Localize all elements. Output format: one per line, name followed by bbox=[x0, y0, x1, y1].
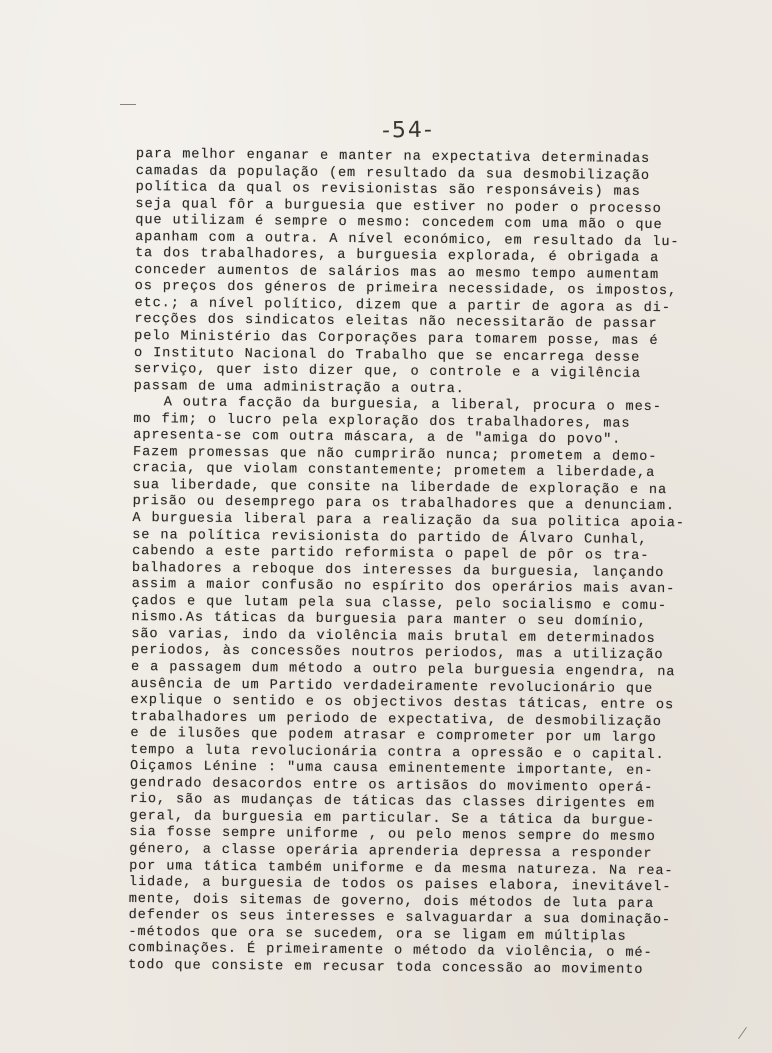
text-line-23: A burguesia liberal para a realização da sua politica apoia- bbox=[132, 511, 685, 532]
text-line-25: cabendo a este partido reformista o papel de pôr os tra- bbox=[132, 544, 650, 565]
text-line-42: sia fosse sempre uniforme , ou pelo menos sempre do mesmo bbox=[129, 825, 656, 846]
text-line-10: etc.; a nível político, dizem que a partir de agora as di- bbox=[134, 295, 671, 317]
text-line-49: combinações. É primeiramente o método da violência, o mé- bbox=[128, 941, 653, 962]
text-line-12: pelo Ministério das Corporações para tomarem posse, mas é bbox=[134, 329, 659, 350]
text-line-01: para melhor enganar e manter na expectativa determinadas bbox=[135, 147, 651, 167]
body-text bbox=[128, 147, 746, 980]
text-line-09: os preços dos géneros de primeira necessidade, os impostos, bbox=[134, 279, 678, 300]
text-line-50: todo que consiste em recusar toda concessão ao movimento bbox=[128, 957, 644, 978]
text-line-11: recções dos sindicatos eleitas não necessitarão de passar bbox=[134, 312, 658, 333]
text-line-37: tempo a luta revolucionária contra a opressão e o capital. bbox=[130, 742, 665, 763]
text-line-16: A outra facção da burguesia, a liberal, procura o mes- bbox=[133, 395, 662, 416]
text-line-45: lidade, a burguesia de todos os paises elabora, inevitável- bbox=[128, 875, 672, 896]
text-line-04: seja qual fôr a burguesia que estiver no poder o processo bbox=[135, 196, 662, 217]
text-line-03: política da qual os revisionistas são responsáveis) mas bbox=[135, 180, 641, 200]
text-line-19: Fazem promessas que não cumprirão nunca; prometem a demo- bbox=[132, 444, 658, 465]
scan-mark bbox=[120, 104, 136, 105]
text-line-43: género, a classe operária aprenderia depressa a responder bbox=[129, 841, 653, 862]
text-line-28: çados e que lutam pela sua classe, pelo socialismo e comu- bbox=[131, 593, 668, 614]
text-line-08: conceder aumentos de salários mas ao mesmo tempo aumentam bbox=[134, 262, 660, 283]
text-line-36: e de ilusões que podem atrasar e comprometer por um largo bbox=[130, 726, 657, 747]
text-line-02: camadas da população (em resultado da sua desmobilização bbox=[135, 163, 651, 184]
text-line-39: gendrado desacordos entre os artisãos do movimento operá- bbox=[129, 775, 654, 796]
text-line-14: serviço, quer isto dizer que, o controle e a vigilência bbox=[133, 362, 642, 382]
page-number: -54- bbox=[381, 117, 435, 144]
text-line-33: ausência de um Partido verdadeiramente revolucionário que bbox=[130, 676, 654, 697]
text-line-48: -métodos que ora se sucedem, ora se ligam em múltiplas bbox=[128, 924, 627, 945]
text-line-38: Oiçamos Lénine : "uma causa eminentemente importante, en- bbox=[129, 759, 654, 780]
text-line-20: cracia, que violam constantemente; prometem a liberdade,a bbox=[132, 461, 656, 482]
text-line-21: sua liberdade, que consite na liberdade de exploração e na bbox=[132, 477, 668, 499]
text-line-32: e a passagem dum método a outro pela burguesia engendra, na bbox=[130, 659, 676, 681]
text-line-05: que utilizam é sempre o mesmo: concedem com uma mão o que bbox=[135, 213, 663, 234]
text-line-26: balhadores a reboque dos interesses da burguesia, lançando bbox=[131, 560, 665, 581]
text-line-17: mo fim; o lucro pela exploração dos trabalhadores, mas bbox=[133, 411, 631, 432]
text-line-35: trabalhadores um periodo de expectativa, de desmobilização bbox=[130, 709, 662, 730]
text-line-22: prisão ou desemprego para os trabalhadores que a denunciam. bbox=[132, 494, 676, 515]
text-line-27: assim a maior confusão no espírito dos operários mais avan- bbox=[131, 577, 676, 598]
text-line-13: o Instituto Nacional do Trabalho que se encarrega desse bbox=[133, 345, 641, 366]
text-line-15: passam de uma administração a outra. bbox=[133, 378, 465, 397]
text-line-44: por uma tática também uniforme e da mesma natureza. Na rea- bbox=[129, 858, 674, 879]
text-line-47: defender os seus interesses e salvaguardar a sua dominação- bbox=[128, 908, 672, 929]
text-line-29: nismo.As táticas da burguesia para manter o seu domínio, bbox=[131, 610, 647, 631]
text-line-31: periodos, às concessões noutros periodos, mas a utilização bbox=[131, 643, 664, 664]
scan-mark bbox=[738, 1027, 747, 1039]
text-line-40: rio, são as mudanças de táticas das classes dirigentes em bbox=[129, 792, 656, 813]
text-line-18: apresenta-se com outra máscara, a de "amiga do povo". bbox=[133, 428, 622, 448]
text-line-46: mente, dois sitemas de governo, dois métodos de luta para bbox=[128, 891, 655, 912]
text-line-24: se na política revisionista do partido de Álvaro Cunhal, bbox=[132, 527, 648, 548]
text-line-06: apanham com a outra. A nível económico, em resultado da lu- bbox=[135, 229, 680, 250]
text-line-34: explique o sentido e os objectivos destas táticas, entre os bbox=[130, 693, 675, 714]
text-line-30: são varias, indo da violência mais brutal em determinados bbox=[131, 626, 656, 647]
text-line-07: ta dos trabalhadores, a burguesia explorada, é obrigada a bbox=[134, 246, 660, 267]
text-line-41: geral, da burguesia em particular. Se a tática da burgue- bbox=[129, 808, 655, 829]
